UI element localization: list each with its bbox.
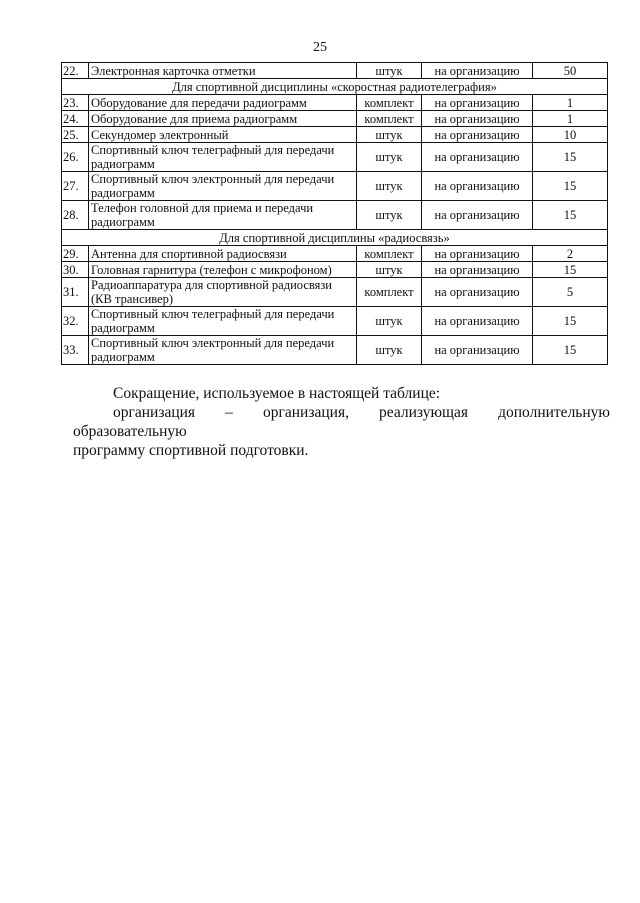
quantity: 15	[533, 262, 608, 278]
item-name: Радиоаппаратура для спортивной радиосвязи (КВ трансивер)	[89, 278, 357, 307]
calculation-unit: на организацию	[422, 307, 533, 336]
table-row	[62, 336, 608, 365]
table-section-row	[62, 230, 608, 246]
quantity: 2	[533, 246, 608, 262]
row-number: 26.	[62, 143, 89, 172]
calculation-unit: на организацию	[422, 143, 533, 172]
row-number: 24.	[62, 111, 89, 127]
notes-definition-line-2: программу спортивной подготовки.	[73, 442, 309, 459]
equipment-table-container	[61, 62, 608, 365]
calculation-unit: на организацию	[422, 201, 533, 230]
calculation-unit: на организацию	[422, 172, 533, 201]
quantity: 15	[533, 307, 608, 336]
row-number: 27.	[62, 172, 89, 201]
calculation-unit: на организацию	[422, 262, 533, 278]
unit-of-measure: штук	[357, 201, 422, 230]
table-row	[62, 307, 608, 336]
calculation-unit: на организацию	[422, 278, 533, 307]
item-name: Оборудование для передачи радиограмм	[89, 95, 357, 111]
table-row	[62, 201, 608, 230]
item-name: Спортивный ключ телеграфный для передачи радиограмм	[89, 143, 357, 172]
item-name: Оборудование для приема радиограмм	[89, 111, 357, 127]
unit-of-measure: комплект	[357, 95, 422, 111]
calculation-unit: на организацию	[422, 111, 533, 127]
row-number: 25.	[62, 127, 89, 143]
row-number: 22.	[62, 63, 89, 79]
unit-of-measure: штук	[357, 336, 422, 365]
unit-of-measure: штук	[357, 262, 422, 278]
unit-of-measure: штук	[357, 307, 422, 336]
row-number: 33.	[62, 336, 89, 365]
table-section-row	[62, 79, 608, 95]
table-row	[62, 63, 608, 79]
table-row	[62, 278, 608, 307]
table-row	[62, 143, 608, 172]
calculation-unit: на организацию	[422, 127, 533, 143]
calculation-unit: на организацию	[422, 336, 533, 365]
table-row	[62, 262, 608, 278]
quantity: 10	[533, 127, 608, 143]
unit-of-measure: штук	[357, 63, 422, 79]
table-row	[62, 111, 608, 127]
item-name: Антенна для спортивной радиосвязи	[89, 246, 357, 262]
calculation-unit: на организацию	[422, 63, 533, 79]
table-row	[62, 127, 608, 143]
quantity: 1	[533, 111, 608, 127]
quantity: 15	[533, 201, 608, 230]
equipment-table-body	[62, 63, 608, 365]
quantity: 15	[533, 172, 608, 201]
item-name: Секундомер электронный	[89, 127, 357, 143]
row-number: 30.	[62, 262, 89, 278]
notes-definition-line-1: организация – организация, реализующая дополнительную образовательную	[73, 404, 610, 440]
row-number: 32.	[62, 307, 89, 336]
section-title: Для спортивной дисциплины «радиосвязь»	[62, 230, 608, 246]
quantity: 15	[533, 336, 608, 365]
item-name: Головная гарнитура (телефон с микрофоном)	[89, 262, 357, 278]
item-name: Спортивный ключ электронный для передачи радиограмм	[89, 172, 357, 201]
unit-of-measure: штук	[357, 143, 422, 172]
equipment-table	[61, 62, 608, 365]
quantity: 5	[533, 278, 608, 307]
page-number: 25	[313, 40, 327, 55]
quantity: 1	[533, 95, 608, 111]
notes-heading: Сокращение, используемое в настоящей таблице:	[113, 385, 441, 402]
calculation-unit: на организацию	[422, 246, 533, 262]
unit-of-measure: комплект	[357, 111, 422, 127]
item-name: Телефон головной для приема и передачи радиограмм	[89, 201, 357, 230]
unit-of-measure: штук	[357, 127, 422, 143]
row-number: 28.	[62, 201, 89, 230]
table-row	[62, 95, 608, 111]
table-row	[62, 246, 608, 262]
table-row	[62, 172, 608, 201]
quantity: 15	[533, 143, 608, 172]
calculation-unit: на организацию	[422, 95, 533, 111]
item-name: Спортивный ключ электронный для передачи радиограмм	[89, 336, 357, 365]
item-name: Электронная карточка отметки	[89, 63, 357, 79]
section-title: Для спортивной дисциплины «скоростная радиотелеграфия»	[62, 79, 608, 95]
quantity: 50	[533, 63, 608, 79]
abbreviation-notes	[73, 384, 610, 460]
unit-of-measure: комплект	[357, 246, 422, 262]
row-number: 29.	[62, 246, 89, 262]
row-number: 31.	[62, 278, 89, 307]
row-number: 23.	[62, 95, 89, 111]
unit-of-measure: комплект	[357, 278, 422, 307]
unit-of-measure: штук	[357, 172, 422, 201]
item-name: Спортивный ключ телеграфный для передачи радиограмм	[89, 307, 357, 336]
